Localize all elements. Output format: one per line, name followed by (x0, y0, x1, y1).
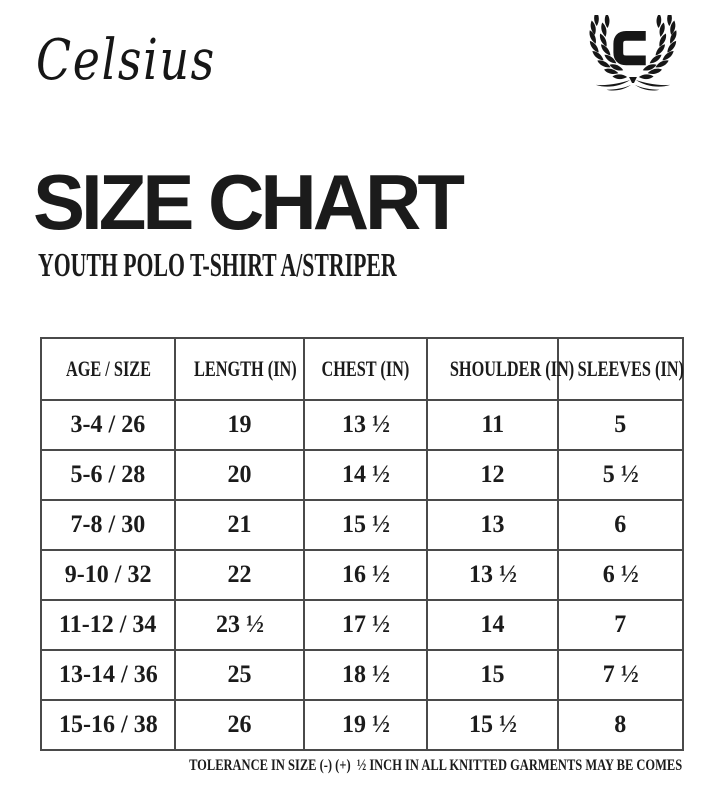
table-cell: 22 (175, 550, 304, 600)
table-row (41, 450, 683, 500)
table-cell: 15-16 / 38 (41, 700, 175, 750)
column-header-shoulder: SHOULDER (IN) (427, 338, 558, 400)
table-cell: 7-8 / 30 (41, 500, 175, 550)
table-cell: 13 ½ (427, 550, 558, 600)
table-cell: 7 ½ (558, 650, 683, 700)
table-cell: 15 (427, 650, 558, 700)
table-cell: 11-12 / 34 (41, 600, 175, 650)
table-cell: 5-6 / 28 (41, 450, 175, 500)
table-cell: 13 (427, 500, 558, 550)
table-cell: 12 (427, 450, 558, 500)
crest-letter-shape (618, 36, 645, 61)
table-header-row (41, 338, 683, 400)
size-table (40, 337, 684, 751)
table-cell: 5 ½ (558, 450, 683, 500)
table-cell: 18 ½ (304, 650, 427, 700)
table-cell: 15 ½ (304, 500, 427, 550)
table-cell: 6 ½ (558, 550, 683, 600)
table-cell: 5 (558, 400, 683, 450)
table-row (41, 650, 683, 700)
table-cell: 20 (175, 450, 304, 500)
table-cell: 6 (558, 500, 683, 550)
table-row (41, 550, 683, 600)
table-cell: 11 (427, 400, 558, 450)
column-header-age-size: AGE / SIZE (41, 338, 175, 400)
table-cell: 23 ½ (175, 600, 304, 650)
table-cell: 13-14 / 36 (41, 650, 175, 700)
table-cell: 9-10 / 32 (41, 550, 175, 600)
table-cell: 13 ½ (304, 400, 427, 450)
table-cell: 19 ½ (304, 700, 427, 750)
brand-wordmark: Celsius (36, 28, 216, 93)
table-cell: 26 (175, 700, 304, 750)
brand-crest-logo (584, 15, 682, 96)
table-row (41, 400, 683, 450)
tolerance-note (50, 757, 682, 775)
column-header-length: LENGTH (IN) (175, 338, 304, 400)
column-header-chest: CHEST (IN) (304, 338, 427, 400)
table-cell: 14 (427, 600, 558, 650)
table-cell: 7 (558, 600, 683, 650)
page-subtitle-text: YOUTH POLO T-SHIRT A/STRIPER (38, 247, 397, 284)
table-row (41, 500, 683, 550)
table-cell: 25 (175, 650, 304, 700)
table-cell: 16 ½ (304, 550, 427, 600)
page-title: SIZE CHART (33, 158, 461, 246)
table-cell: 21 (175, 500, 304, 550)
table-cell: 17 ½ (304, 600, 427, 650)
column-header-sleeves: SLEEVES (IN) (558, 338, 683, 400)
table-row (41, 600, 683, 650)
table-row (41, 700, 683, 750)
table-cell: 8 (558, 700, 683, 750)
table-cell: 14 ½ (304, 450, 427, 500)
laurel-wreath-icon (588, 15, 679, 91)
table-cell: 3-4 / 26 (41, 400, 175, 450)
table-cell: 15 ½ (427, 700, 558, 750)
page-subtitle (38, 249, 598, 283)
table-cell: 19 (175, 400, 304, 450)
tolerance-note-text: TOLERANCE IN SIZE (-) (+) ½ INCH IN ALL KNITTED GARMENTS MAY BE COMES (188, 757, 682, 774)
